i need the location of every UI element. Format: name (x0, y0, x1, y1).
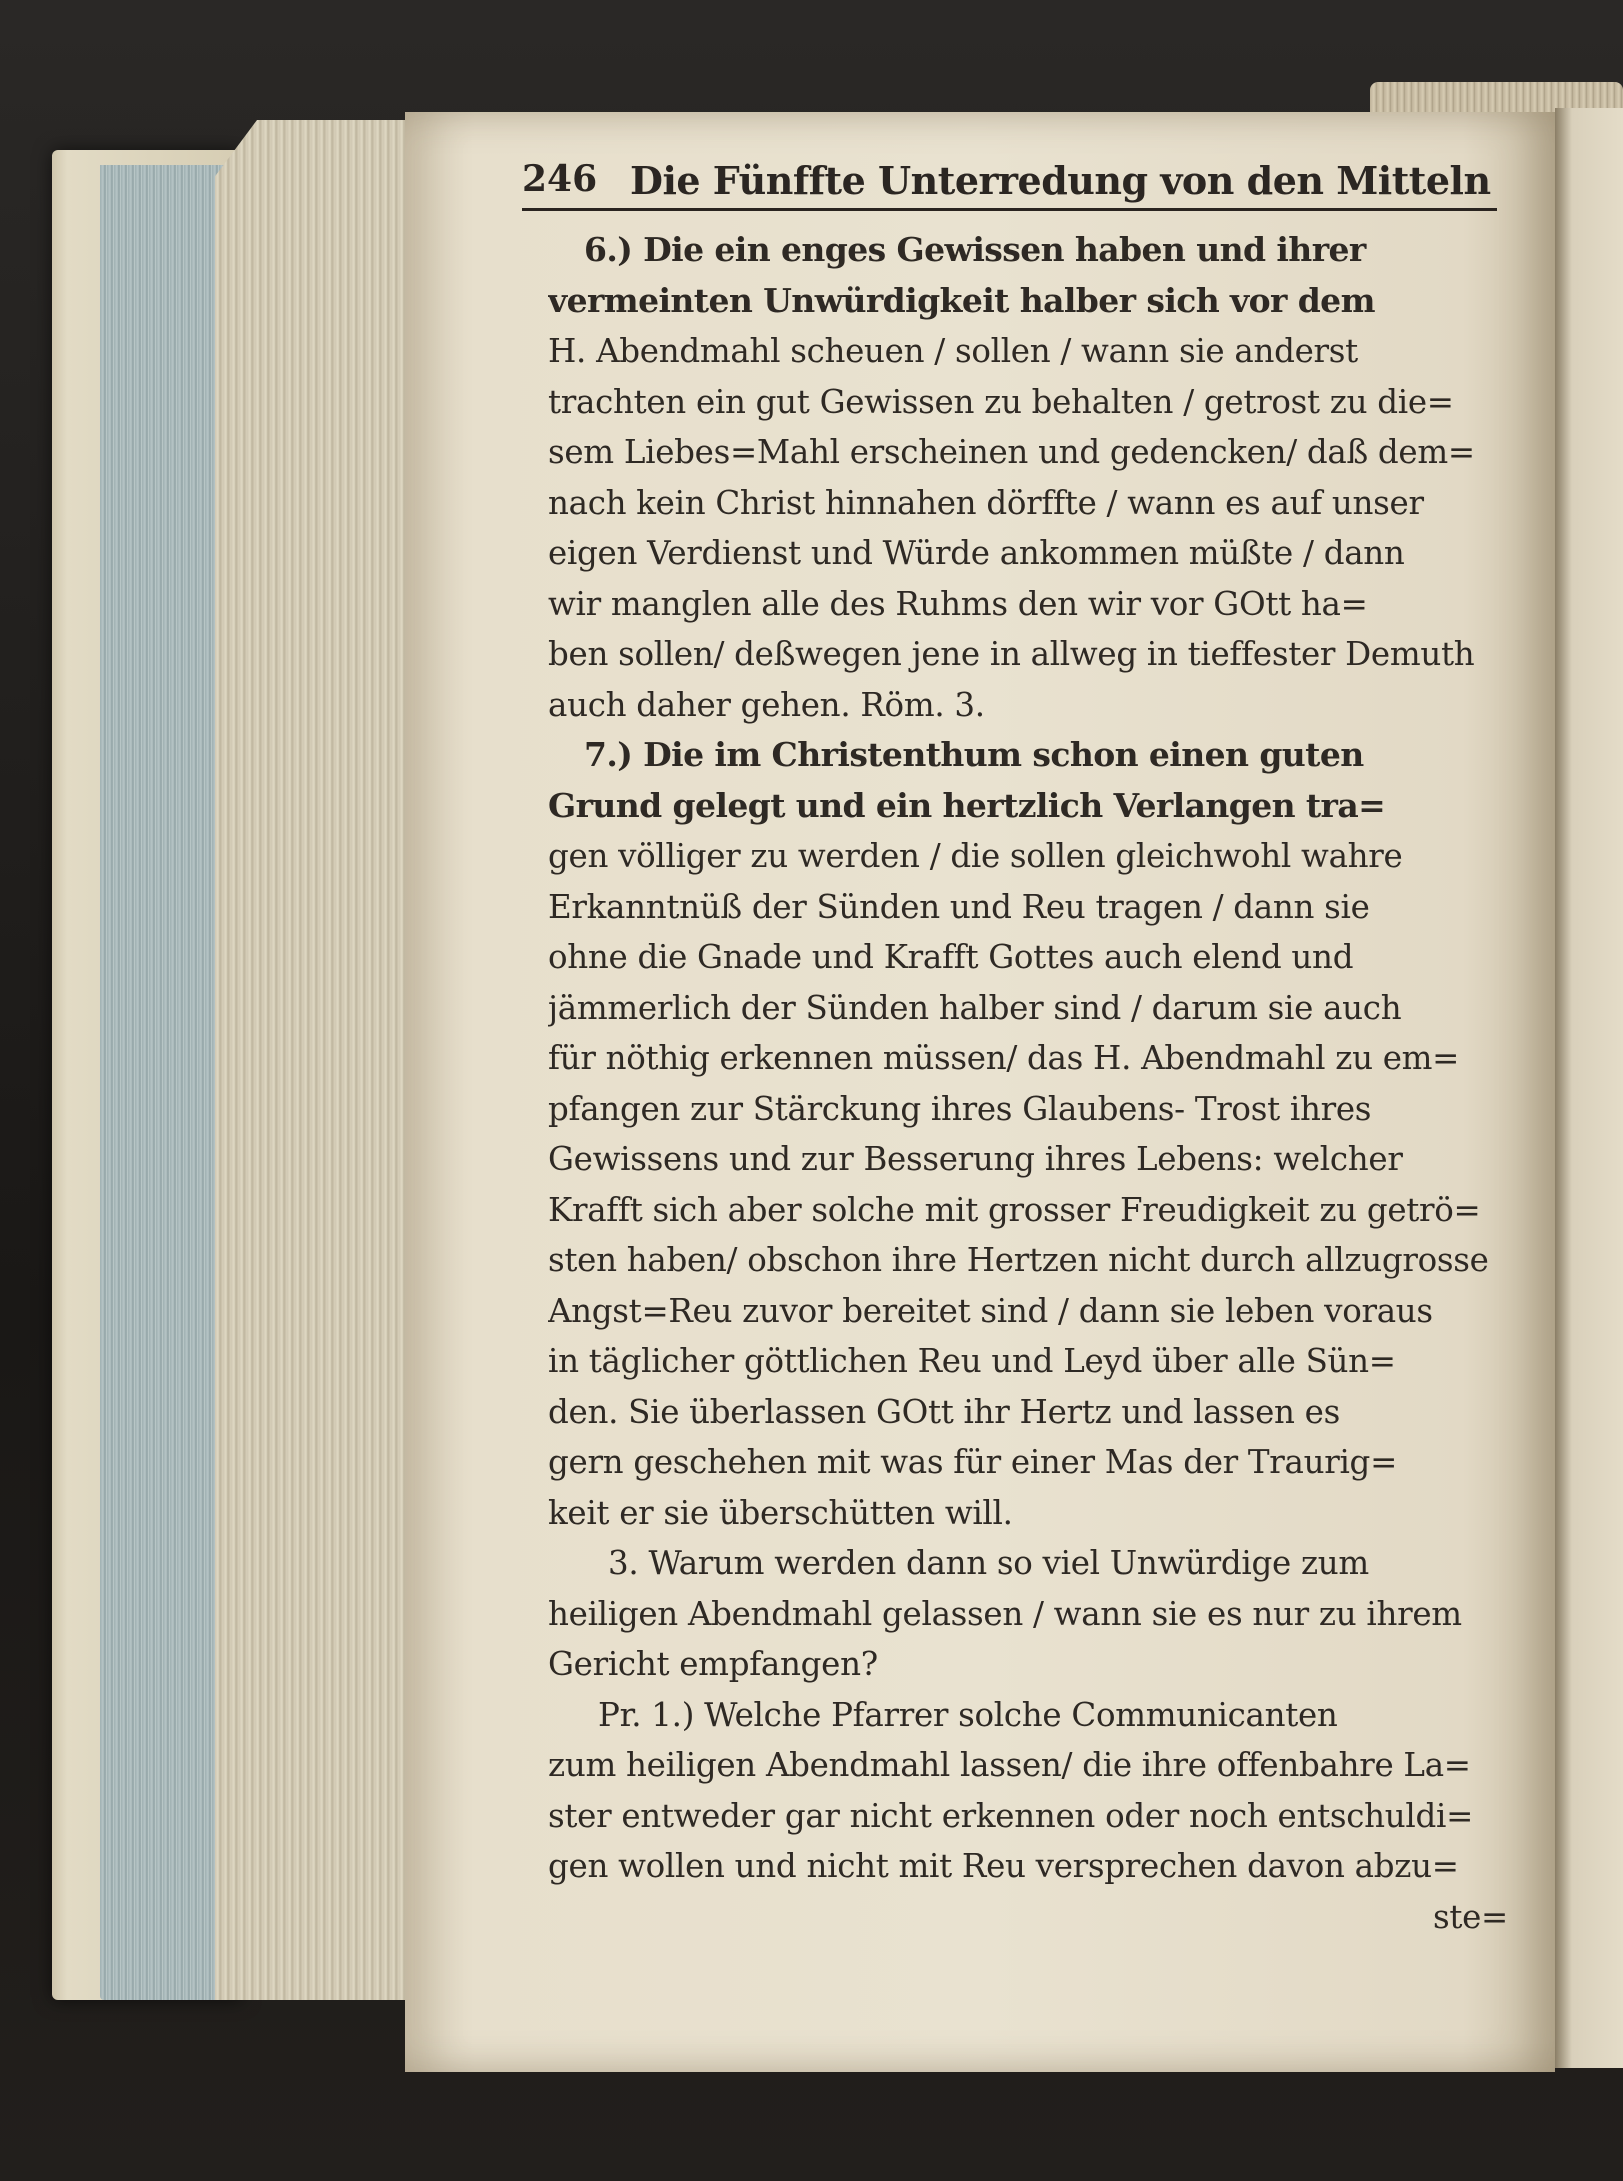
text-line: auch daher gehen. Röm. 3. (548, 685, 985, 724)
text-line: trachten ein gut Gewissen zu behalten / getrost zu die= (548, 382, 1454, 421)
text-line: Erkanntnüß der Sünden und Reu tragen / dann sie (548, 887, 1370, 926)
running-head: Die Fünffte Unterredung von den Mitteln (630, 158, 1491, 203)
text-line: gen wollen und nicht mit Reu versprechen davon abzu= (548, 1847, 1459, 1885)
text-line: Gewissens und zur Besserung ihres Lebens: welcher (548, 1140, 1403, 1178)
text-line: in täglicher göttlichen Reu und Leyd über alle Sün= (548, 1342, 1396, 1380)
catchword: ste= (1432, 1897, 1508, 1936)
text-line: Pr. 1.) Welche Pfarrer solche Communicanten (598, 1695, 1338, 1734)
text-line: ben sollen/ deßwegen jene in allweg in tieffester Demuth (548, 635, 1475, 673)
text-line: pfangen zur Stärckung ihres Glaubens- Trost ihres (548, 1089, 1372, 1128)
text-line: H. Abendmahl scheuen / sollen / wann sie anderst (548, 332, 1358, 370)
page-stack (215, 120, 425, 2000)
text-line: gen völliger zu werden / die sollen gleichwohl wahre (548, 837, 1403, 875)
text-line: eigen Verdienst und Würde ankommen müßte / dann (548, 534, 1405, 572)
text-line: gern geschehen mit was für einer Mas der Traurig= (548, 1443, 1397, 1481)
facing-page-edge (1555, 108, 1623, 2068)
text-line: 7.) Die im Christenthum schon einen guten (584, 735, 1364, 774)
text-line: vermeinten Unwürdigkeit halber sich vor dem (548, 280, 1375, 320)
text-line: heiligen Abendmahl gelassen / wann sie es nur zu ihrem (548, 1594, 1462, 1633)
text-line: den. Sie überlassen GOtt ihr Hertz und lassen es (548, 1392, 1340, 1431)
text-line: für nöthig erkennen müssen/ das H. Abendmahl zu em= (548, 1039, 1460, 1077)
text-line: sten haben/ obschon ihre Hertzen nicht durch allzugrosse (548, 1241, 1489, 1279)
text-line: ohne die Gnade und Krafft Gottes auch elend und (548, 938, 1354, 976)
text-line: 3. Warum werden dann so viel Unwürdige zum (608, 1544, 1369, 1582)
text-line: nach kein Christ hinnahen dörffte / wann es auf unser (548, 483, 1424, 522)
text-line: sem Liebes=Mahl erscheinen und gedencken/ daß dem= (548, 433, 1475, 471)
text-line: jämmerlich der Sünden halber sind / darum sie auch (548, 988, 1402, 1027)
page-header (522, 158, 1497, 211)
text-line: ster entweder gar nicht erkennen oder noch entschuldi= (548, 1796, 1473, 1835)
text-line: Angst=Reu zuvor bereitet sind / dann sie leben voraus (548, 1291, 1433, 1330)
text-line: zum heiligen Abendmahl lassen/ die ihre offenbahre La= (548, 1746, 1471, 1784)
page-number: 246 (522, 158, 598, 200)
text-line: Gericht empfangen? (548, 1645, 878, 1683)
text-line: 6.) Die ein enges Gewissen haben und ihrer (584, 230, 1366, 269)
text-line: Grund gelegt und ein hertzlich Verlangen tra= (548, 785, 1386, 825)
text-line: wir manglen alle des Ruhms den wir vor GOtt ha= (548, 584, 1368, 623)
body-text (548, 225, 1508, 1942)
text-line: keit er sie überschütten will. (548, 1493, 1013, 1532)
text-line: Krafft sich aber solche mit grosser Freudigkeit zu getrö= (548, 1190, 1481, 1229)
